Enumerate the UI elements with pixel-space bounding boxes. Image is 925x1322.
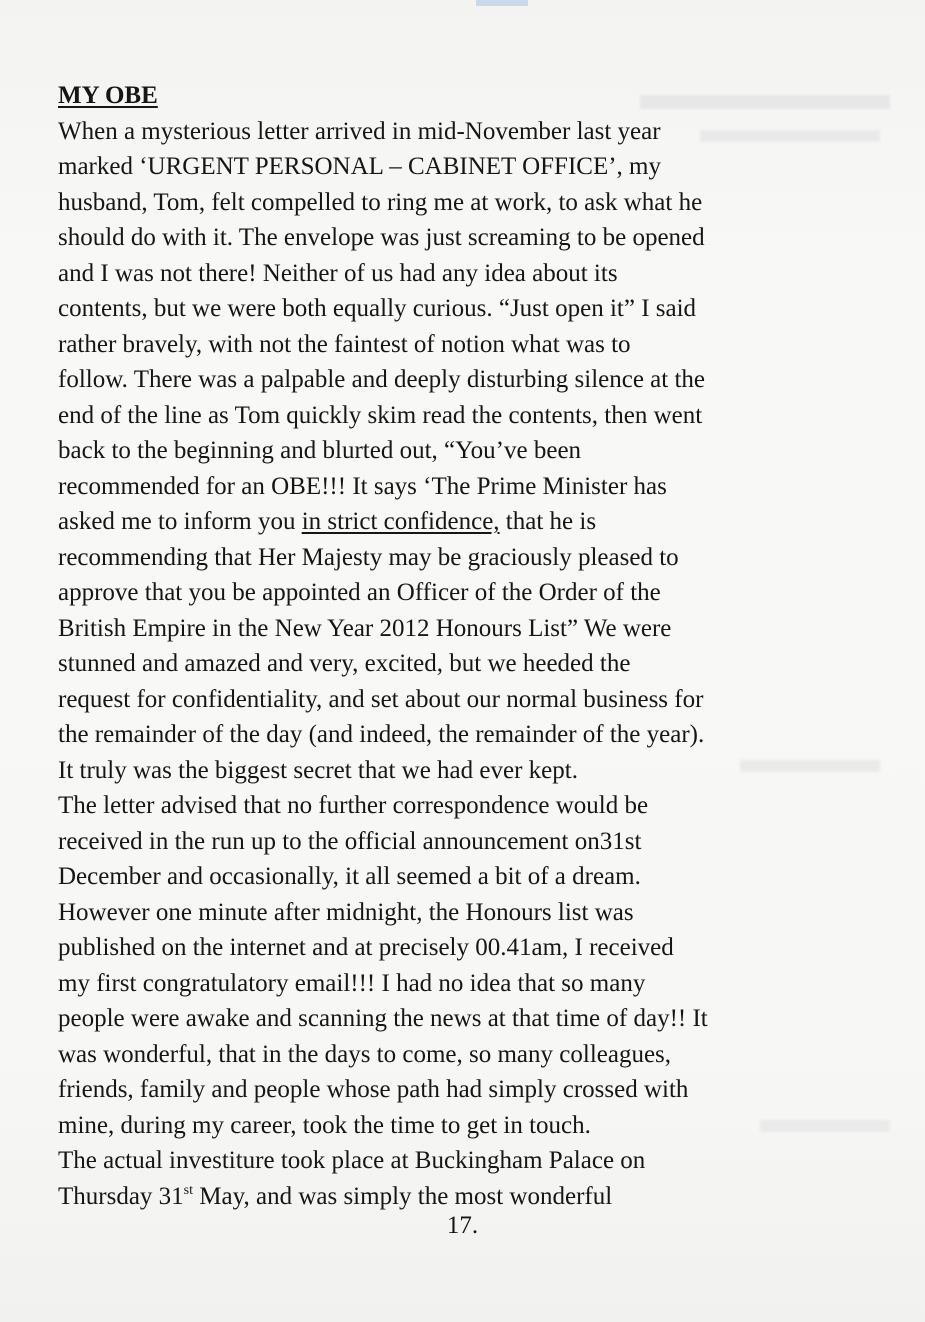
text-line: It truly was the biggest secret that we had ever kept.: [58, 756, 578, 784]
text-segment: asked me to inform you: [58, 508, 302, 535]
article-title: MY OBE: [58, 82, 158, 109]
article-body: [58, 78, 878, 1214]
text-line: people were awake and scanning the news at that time of day!! It: [58, 1005, 708, 1032]
text-segment: May, and was simply the most wonderful: [193, 1182, 613, 1210]
underlined-phrase: in strict confidence,: [301, 508, 500, 535]
text-line: received in the run up to the official announcement on31st: [58, 827, 642, 855]
text-line: published on the internet and at precisely 00.41am, I received: [58, 934, 674, 961]
text-line-with-superscript: [58, 1179, 878, 1215]
text-line: follow. There was a palpable and deeply disturbing silence at the: [58, 366, 706, 393]
page-number: 17.: [446, 1212, 479, 1239]
text-line: stunned and amazed and very, excited, but we heeded the: [58, 650, 631, 677]
text-line: was wonderful, that in the days to come, so many colleagues,: [58, 1040, 672, 1068]
ordinal-superscript: st: [183, 1182, 194, 1198]
text-line: marked ‘URGENT PERSONAL – CABINET OFFICE’, my: [58, 153, 662, 180]
text-segment: that he is: [499, 508, 597, 535]
text-line: rather bravely, with not the faintest of notion what was to: [58, 330, 631, 358]
text-line: friends, family and people whose path had simply crossed with: [58, 1076, 689, 1103]
text-line: December and occasionally, it all seemed a bit of a dream.: [58, 863, 641, 890]
text-line: British Empire in the New Year 2012 Honours List” We were: [58, 614, 672, 642]
text-line: contents, but we were both equally curious. “Just open it” I said: [58, 295, 697, 322]
text-line: The actual investiture took place at Buckingham Palace on: [58, 1147, 646, 1174]
text-line: When a mysterious letter arrived in mid-November last year: [58, 117, 661, 145]
text-line: back to the beginning and blurted out, “You’ve been: [58, 437, 582, 464]
text-line: recommended for an OBE!!! It says ‘The Prime Minister has: [58, 472, 667, 500]
text-line: the remainder of the day (and indeed, the remainder of the year).: [58, 721, 705, 748]
text-line: However one minute after midnight, the Honours list was: [58, 898, 634, 926]
text-line: approve that you be appointed an Officer of the Order of the: [58, 579, 661, 606]
text-line-with-underline: [58, 504, 878, 540]
text-line: and I was not there! Neither of us had any idea about its: [58, 259, 618, 287]
text-line: husband, Tom, felt compelled to ring me at work, to ask what he: [58, 188, 703, 216]
text-line: mine, during my career, took the time to get in touch.: [58, 1111, 591, 1139]
text-segment: Thursday 31: [58, 1182, 184, 1210]
text-line: should do with it. The envelope was just screaming to be opened: [58, 224, 705, 251]
text-line: request for confidentiality, and set about our normal business for: [58, 685, 704, 713]
text-line: my first congratulatory email!!! I had no idea that so many: [58, 969, 646, 997]
page-tab-mark: [476, 0, 528, 6]
text-line: The letter advised that no further correspondence would be: [58, 792, 649, 819]
text-line: recommending that Her Majesty may be graciously pleased to: [58, 543, 679, 571]
text-line: end of the line as Tom quickly skim read the contents, then went: [58, 401, 703, 429]
